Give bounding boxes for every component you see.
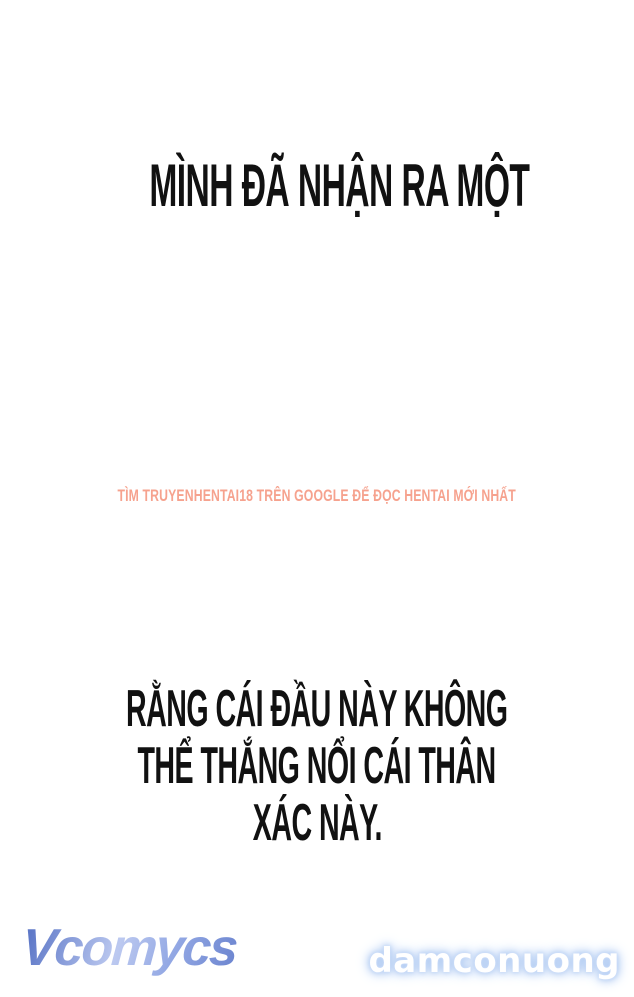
watermark-notice-text: TÌM TRUYENHENTAI18 TRÊN GOOGLE ĐỂ ĐỌC HENTAI MỚI NHẤT — [117, 486, 517, 505]
watermark-notice — [0, 486, 634, 506]
narration-bottom — [0, 680, 634, 851]
narration-line — [0, 737, 634, 794]
site-watermark: damconuong — [368, 941, 620, 981]
narration-line — [0, 680, 634, 737]
narration-line-text: XÁC NÀY. — [252, 793, 382, 852]
narration-top-text: MÌNH ĐÃ NHẬN RA MỘT — [149, 152, 530, 219]
narration-top — [0, 152, 634, 219]
translator-logo: Vcomycs — [20, 919, 239, 977]
narration-line-text: THỂ THẮNG NỔI CÁI THÂN — [137, 736, 497, 795]
narration-line-text: RẰNG CÁI ĐẦU NÀY KHÔNG — [126, 679, 508, 738]
narration-line — [0, 794, 634, 851]
